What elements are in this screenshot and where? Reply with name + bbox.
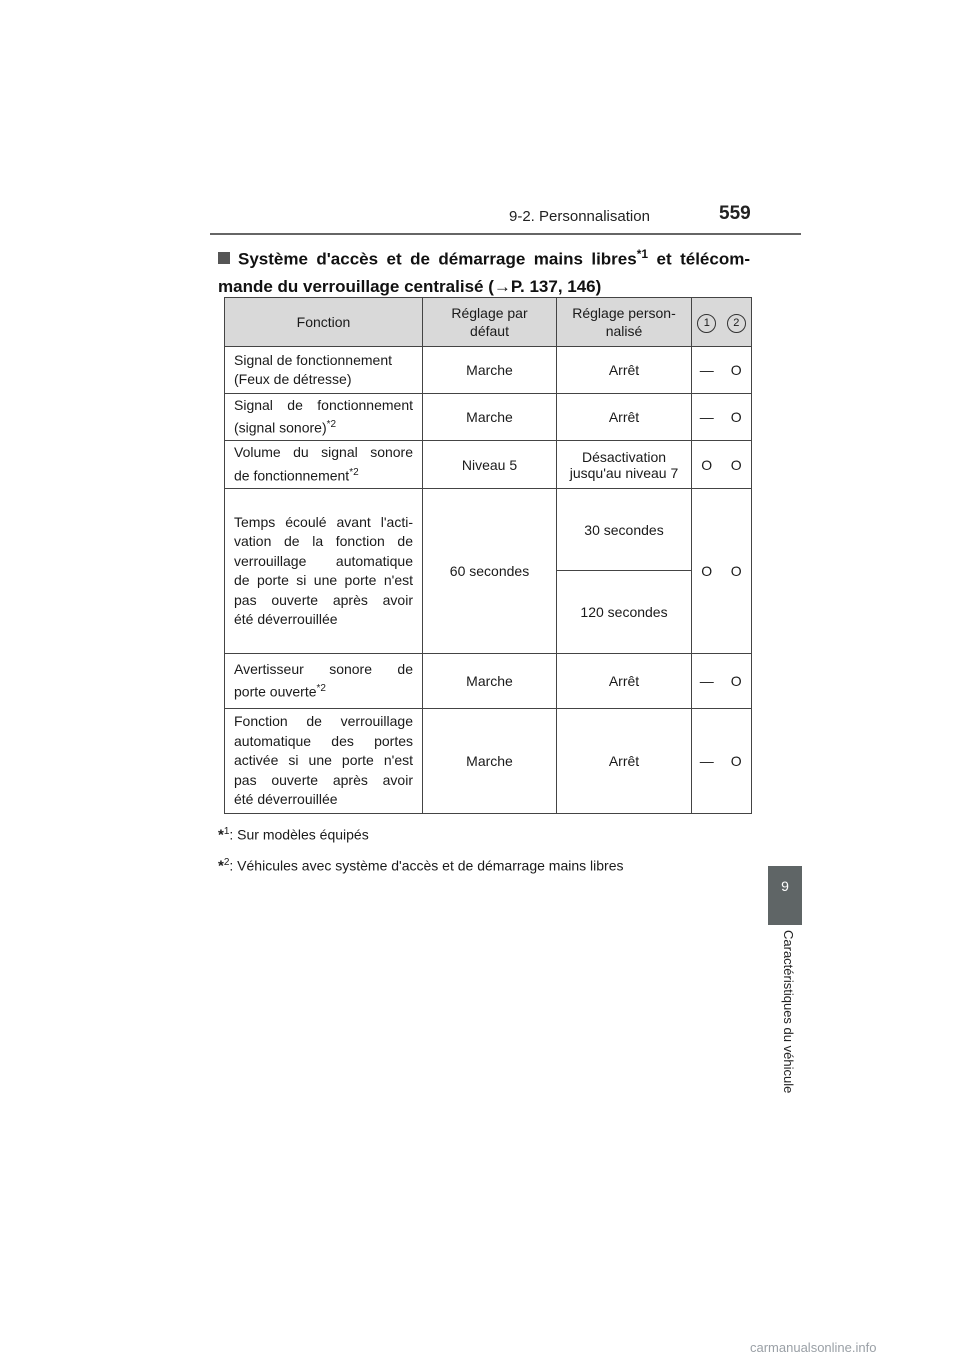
table-row [225,394,752,441]
row-col1: — [692,347,722,394]
row-default: Marche [423,394,557,441]
row-custom: Désactivation jusqu'au niveau 7 [557,441,692,489]
row-col2: O [722,489,752,654]
row-custom: Arrêt [557,709,692,814]
footnote: *$^1$: Sur modèles équipés [218,826,369,844]
row-custom: Arrêt [557,654,692,709]
row-default: Marche [423,347,557,394]
section-title: 9-2. Personnalisation [509,208,650,225]
row-custom: Arrêt [557,347,692,394]
footnotes [218,818,623,879]
chapter-tab-label: Caractéristiques du véhicule [781,930,796,1094]
section-heading: Système d'accès et de démarrage mains libres$^{*1}$ et télécom- mande du verrouillage centralisé (→P. 137, 146) [218,247,750,296]
row-custom: Arrêt [557,394,692,441]
row-function: Signal de fonctionnement (signal sonore)$^{*2}$ [225,394,423,441]
header-col2 [722,298,752,347]
table-row [225,489,752,571]
row-col2: O [722,347,752,394]
row-col1: — [692,654,722,709]
header-col1 [692,298,722,347]
row-function: Temps écoulé avant l'acti- vation de la fonction de verrouillage automatique de porte si une porte n'est pas ouverte après avoir été déverrouillée [225,489,423,654]
row-default: 60 secondes [423,489,557,654]
header-custom: Réglage person- nalisé [557,298,692,347]
watermark: carmanualsonline.info [750,1340,877,1355]
row-function: Fonction de verrouillage automatique des portes activée si une porte n'est pas ouverte après avoir été déverrouillée [225,709,423,814]
row-col2: O [722,441,752,489]
row-col2: O [722,709,752,814]
header-function: Fonction [225,298,423,347]
chapter-tab [768,866,802,925]
table-row [225,654,752,709]
row-default: Marche [423,709,557,814]
row-col1: — [692,709,722,814]
header-default: Réglage par défaut [423,298,557,347]
row-default: Marche [423,654,557,709]
table-row [225,709,752,814]
row-function: Avertisseur sonore de porte ouverte$^{*2}$ [225,654,423,709]
row-default: Niveau 5 [423,441,557,489]
row-function: Volume du signal sonore de fonctionnement$^{*2}$ [225,441,423,489]
chapter-tab-number: 9 [781,878,789,894]
page-number: 559 [719,203,751,224]
circled-two-icon: 2 [727,314,746,333]
row-col2: O [722,654,752,709]
row-col1: O [692,441,722,489]
row-col1: — [692,394,722,441]
row-custom-option: 120 secondes [557,571,692,654]
table-row [225,441,752,489]
row-col2: O [722,394,752,441]
row-custom-option: 30 secondes [557,489,692,571]
header-rule [210,233,801,235]
row-function: Signal de fonctionnement (Feux de détresse) [225,347,423,394]
table-header-row [225,298,752,347]
row-col1: O [692,489,722,654]
footnote: *$^2$: Véhicules avec système d'accès et de démarrage mains libres [218,856,624,875]
table-row [225,347,752,394]
square-bullet-icon [218,252,230,264]
circled-one-icon: 1 [697,314,716,333]
settings-table [224,297,752,814]
